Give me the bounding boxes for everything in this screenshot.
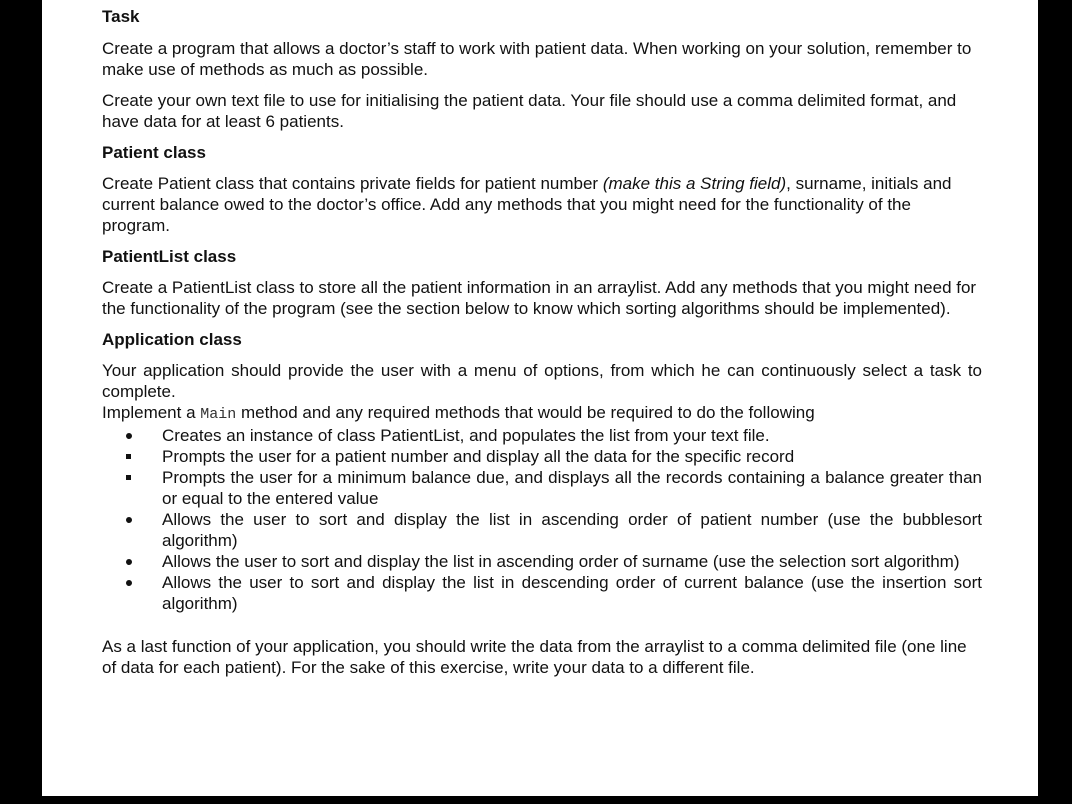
patient-class-text-end: , surname, initials and current balance owed to the doctor’s office. Add any methods that you might need for the functionality of the program. <box>102 174 952 235</box>
implement-text-start: Implement a <box>102 403 201 422</box>
list-item-text: Allows the user to sort and display the list in descending order of current balance (use the insertion sort algorithm) <box>162 573 982 613</box>
list-item <box>102 572 982 614</box>
list-item-text: Prompts the user for a patient number and display all the data for the specific record <box>162 447 795 466</box>
task-paragraph-2: Create your own text file to use for initialising the patient data. Your file should use a comma delimited format, and have data for at least 6 patients. <box>102 91 957 131</box>
task-paragraph-1: Create a program that allows a doctor’s staff to work with patient data. When working on your solution, remember to make use of methods as much as possible. <box>102 39 972 79</box>
document-content <box>102 6 982 678</box>
application-class-heading: Application class <box>102 330 242 349</box>
patient-class-text-italic: (make this a String field) <box>602 174 787 193</box>
patient-class-heading: Patient class <box>102 143 206 162</box>
list-item <box>102 509 982 551</box>
list-item-text: Allows the user to sort and display the list in ascending order of surname (use the selection sort algorithm) <box>162 552 960 571</box>
task-heading: Task <box>102 7 140 26</box>
patientlist-class-heading: PatientList class <box>102 247 237 266</box>
patient-class-paragraph <box>102 173 982 236</box>
list-item <box>102 551 982 572</box>
list-item <box>102 467 982 509</box>
list-item-text: Creates an instance of class PatientList, and populates the list from your text file. <box>162 426 770 445</box>
application-intro-paragraph: Your application should provide the user with a menu of options, from which he can continuously select a task to complete. <box>102 361 982 401</box>
list-item-text: Prompts the user for a minimum balance due, and displays all the records containing a balance greater than or equal to the entered value <box>162 468 982 508</box>
list-item <box>102 425 982 446</box>
implement-text-end: method and any required methods that would be required to do the following <box>236 403 815 422</box>
document-page <box>42 0 1038 796</box>
implement-paragraph <box>102 402 982 425</box>
closing-paragraph: As a last function of your application, you should write the data from the arraylist to a comma delimited file (one line of data for each patient). For the sake of this exercise, write your data to a different file. <box>102 637 967 677</box>
patientlist-class-paragraph: Create a PatientList class to store all the patient information in an arraylist. Add any methods that you might need for the functionality of the program (see the section below to know which sorting algorithms should be implemented). <box>102 278 977 318</box>
main-method-code: Main <box>200 406 237 423</box>
patient-class-text-start: Create Patient class that contains private fields for patient number <box>102 174 603 193</box>
requirements-list <box>102 425 982 614</box>
list-item <box>102 446 982 467</box>
list-item-text: Allows the user to sort and display the list in ascending order of patient number (use the bubblesort algorithm) <box>162 510 982 550</box>
